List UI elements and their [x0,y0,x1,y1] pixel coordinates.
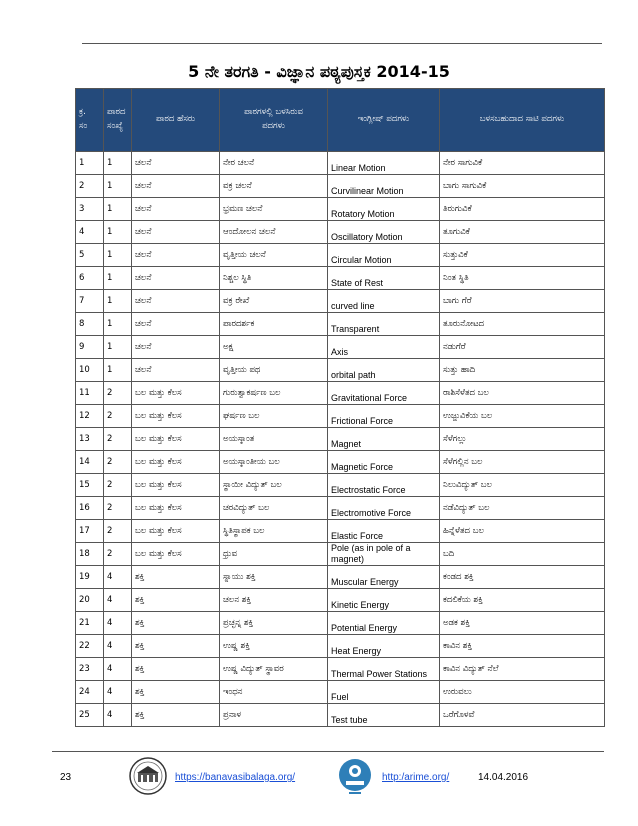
cell-used-word: ಉಷ್ಣ ವಿದ್ಯುತ್ ಸ್ಥಾವರ [220,658,328,681]
header-alternative-words: ಬಳಸಬಹುದಾದ ಸಾಟಿ ಪದಗಳು [440,89,605,152]
cell-lesson-number: 4 [104,566,132,589]
cell-serial: 19 [76,566,104,589]
cell-lesson-number: 2 [104,543,132,566]
header-serial: ಕ್ರ. ಸಂ [76,89,104,152]
cell-english-word: Muscular Energy [328,566,440,589]
cell-alternative-word: ಕಾವಿನ ವಿದ್ಯುತ್ ನೆಲೆ [440,658,605,681]
cell-alternative-word: ಕಂಡದ ಶಕ್ತಿ [440,566,605,589]
cell-alternative-word: ಉರುವಲು [440,681,605,704]
cell-serial: 23 [76,658,104,681]
cell-alternative-word: ಸುತ್ತುವಿಕೆ [440,244,605,267]
table-row [76,543,605,566]
cell-lesson-number: 1 [104,175,132,198]
cell-lesson-name: ಬಲ ಮತ್ತು ಕೆಲಸ [132,428,220,451]
cell-serial: 15 [76,474,104,497]
cell-serial: 5 [76,244,104,267]
arime-logo-icon [335,756,375,796]
cell-lesson-number: 1 [104,359,132,382]
document-date: 14.04.2016 [478,772,529,783]
table-row [76,451,605,474]
cell-alternative-word: ತೂಗುವಿಕೆ [440,221,605,244]
cell-lesson-number: 1 [104,221,132,244]
cell-lesson-name: ಶಕ್ತಿ [132,704,220,727]
cell-lesson-number: 4 [104,704,132,727]
cell-used-word: ವೃತ್ತೀಯ ಚಲನೆ [220,244,328,267]
cell-used-word: ನೇರ ಚಲನೆ [220,152,328,175]
table-row [76,474,605,497]
cell-lesson-number: 2 [104,382,132,405]
cell-english-word: Frictional Force [328,405,440,428]
cell-used-word: ವಕ್ರ ಚಲನೆ [220,175,328,198]
cell-used-word: ಗುರುತ್ವಾಕರ್ಷಣ ಬಲ [220,382,328,405]
cell-english-word: Axis [328,336,440,359]
cell-english-word: Electrostatic Force [328,474,440,497]
cell-used-word: ಘರ್ಷಣ ಬಲ [220,405,328,428]
cell-alternative-word: ತೂರುನೋಟದ [440,313,605,336]
cell-alternative-word: ನೇರ ಸಾಗುವಿಕೆ [440,152,605,175]
cell-lesson-number: 4 [104,658,132,681]
cell-lesson-name: ಶಕ್ತಿ [132,658,220,681]
table-row [76,658,605,681]
arime-link[interactable]: http:/arime.org/ [382,772,450,783]
table-row [76,704,605,727]
table-row [76,681,605,704]
cell-used-word: ಅಯಸ್ಕಾಂತೀಯ ಬಲ [220,451,328,474]
cell-serial: 14 [76,451,104,474]
cell-alternative-word: ಒರೆಗೊಳವೆ [440,704,605,727]
cell-used-word: ಆಂದೋಲನ ಚಲನೆ [220,221,328,244]
cell-alternative-word: ಉಜ್ಜುವಿಕೆಯ ಬಲ [440,405,605,428]
cell-used-word: ಉಷ್ಣ ಶಕ್ತಿ [220,635,328,658]
cell-alternative-word: ನಡುಗೆರೆ [440,336,605,359]
cell-lesson-number: 1 [104,244,132,267]
table-row [76,428,605,451]
cell-english-word: Heat Energy [328,635,440,658]
cell-lesson-number: 2 [104,474,132,497]
table-body [76,152,605,727]
cell-lesson-name: ಬಲ ಮತ್ತು ಕೆಲಸ [132,497,220,520]
table-row [76,152,605,175]
cell-english-word: Kinetic Energy [328,589,440,612]
cell-english-word: Test tube [328,704,440,727]
cell-used-word: ಪ್ರಚ್ಛನ್ನ ಶಕ್ತಿ [220,612,328,635]
cell-serial: 16 [76,497,104,520]
cell-lesson-name: ಚಲನೆ [132,290,220,313]
table-row [76,336,605,359]
cell-used-word: ಧ್ರುವ [220,543,328,566]
cell-used-word: ಇಂಧನ [220,681,328,704]
cell-lesson-number: 4 [104,681,132,704]
cell-alternative-word: ಹಿನ್ನೆಳೆತದ ಬಲ [440,520,605,543]
table-row [76,635,605,658]
cell-english-word: orbital path [328,359,440,382]
cell-serial: 4 [76,221,104,244]
cell-used-word: ಅಯಸ್ಕಾಂತ [220,428,328,451]
cell-used-word: ಚಲನ ಶಕ್ತಿ [220,589,328,612]
cell-used-word: ವಕ್ರ ರೇಖೆ [220,290,328,313]
cell-lesson-name: ಚಲನೆ [132,244,220,267]
cell-lesson-name: ಚಲನೆ [132,221,220,244]
cell-alternative-word: ತಿರುಗುವಿಕೆ [440,198,605,221]
cell-serial: 12 [76,405,104,428]
cell-serial: 1 [76,152,104,175]
cell-used-word: ಚರವಿದ್ಯುತ್ ಬಲ [220,497,328,520]
cell-lesson-number: 4 [104,589,132,612]
table-row [76,244,605,267]
cell-alternative-word: ರಾಶಿಸೆಳೆತದ ಬಲ [440,382,605,405]
cell-lesson-number: 1 [104,290,132,313]
cell-lesson-name: ಚಲನೆ [132,198,220,221]
cell-alternative-word: ಕಾವಿನ ಶಕ್ತಿ [440,635,605,658]
cell-serial: 8 [76,313,104,336]
cell-lesson-number: 1 [104,313,132,336]
cell-lesson-number: 2 [104,520,132,543]
cell-alternative-word: ಸುತ್ತು ಹಾದಿ [440,359,605,382]
cell-english-word: Rotatory Motion [328,198,440,221]
cell-alternative-word: ನಡೆವಿದ್ಯುತ್ ಬಲ [440,497,605,520]
cell-serial: 6 [76,267,104,290]
cell-english-word: Gravitational Force [328,382,440,405]
cell-alternative-word: ಬದಿ [440,543,605,566]
cell-english-word: Curvilinear Motion [328,175,440,198]
cell-used-word: ಸ್ಥಾಯೀ ವಿದ್ಯುತ್ ಬಲ [220,474,328,497]
cell-english-word: Linear Motion [328,152,440,175]
cell-lesson-name: ಚಲನೆ [132,359,220,382]
table-row [76,405,605,428]
table-row [76,267,605,290]
table-row [76,612,605,635]
cell-lesson-number: 2 [104,428,132,451]
table-row [76,382,605,405]
cell-english-word: Electromotive Force [328,497,440,520]
cell-lesson-name: ಚಲನೆ [132,313,220,336]
cell-lesson-name: ಬಲ ಮತ್ತು ಕೆಲಸ [132,474,220,497]
cell-lesson-name: ಚಲನೆ [132,336,220,359]
cell-alternative-word: ಬಾಗು ಗೆರೆ [440,290,605,313]
table-row [76,198,605,221]
cell-serial: 25 [76,704,104,727]
page-number: 23 [60,772,72,783]
cell-alternative-word: ಬಾಗು ಸಾಗುವಿಕೆ [440,175,605,198]
cell-lesson-number: 1 [104,152,132,175]
cell-lesson-name: ಶಕ್ತಿ [132,681,220,704]
cell-serial: 24 [76,681,104,704]
header-english-words: ಇಂಗ್ಲೀಷ್ ಪದಗಳು [328,89,440,152]
cell-used-word: ವೃತ್ತೀಯ ಪಥ [220,359,328,382]
cell-alternative-word: ಸೆಳೆಗಲ್ಲು [440,428,605,451]
header-used-words: ಪಾಠಗಳಲ್ಲಿ ಬಳಸಿರುವ ಪದಗಳು [220,89,328,152]
cell-lesson-number: 2 [104,497,132,520]
cell-lesson-name: ಬಲ ಮತ್ತು ಕೆಲಸ [132,543,220,566]
cell-lesson-name: ಶಕ್ತಿ [132,635,220,658]
table-row [76,221,605,244]
header-lesson-name: ಪಾಠದ ಹೆಸರು [132,89,220,152]
cell-english-word: Transparent [328,313,440,336]
cell-lesson-name: ಬಲ ಮತ್ತು ಕೆಲಸ [132,520,220,543]
footer-rule [52,751,604,752]
cell-used-word: ಪಾರದರ್ಶಕ [220,313,328,336]
cell-english-word: Magnetic Force [328,451,440,474]
cell-english-word: Elastic Force [328,520,440,543]
cell-english-word: Magnet [328,428,440,451]
cell-lesson-name: ಬಲ ಮತ್ತು ಕೆಲಸ [132,451,220,474]
cell-english-word: curved line [328,290,440,313]
cell-serial: 7 [76,290,104,313]
cell-english-word: Fuel [328,681,440,704]
cell-serial: 18 [76,543,104,566]
table-row [76,520,605,543]
cell-serial: 10 [76,359,104,382]
cell-english-word: Thermal Power Stations [328,658,440,681]
cell-lesson-name: ಚಲನೆ [132,152,220,175]
cell-english-word: Circular Motion [328,244,440,267]
header-rule [82,43,602,44]
cell-used-word: ಸ್ನಾಯು ಶಕ್ತಿ [220,566,328,589]
cell-alternative-word: ಕದಲಿಕೆಯ ಶಕ್ತಿ [440,589,605,612]
cell-serial: 20 [76,589,104,612]
cell-lesson-number: 2 [104,405,132,428]
cell-used-word: ಸ್ಥಿತಿಸ್ಥಾಪಕ ಬಲ [220,520,328,543]
table-row [76,566,605,589]
table-row [76,175,605,198]
cell-lesson-name: ಶಕ್ತಿ [132,612,220,635]
header-lesson-number: ಪಾಠದ ಸಂಖ್ಯೆ [104,89,132,152]
cell-used-word: ಭ್ರಮಣ ಚಲನೆ [220,198,328,221]
cell-lesson-name: ಶಕ್ತಿ [132,589,220,612]
table-header-row [76,89,605,152]
cell-lesson-name: ಚಲನೆ [132,267,220,290]
cell-lesson-number: 4 [104,612,132,635]
cell-lesson-number: 4 [104,635,132,658]
table-row [76,313,605,336]
cell-lesson-number: 1 [104,267,132,290]
cell-english-word: Pole (as in pole of a magnet) [328,543,440,566]
cell-alternative-word: ಅಡಕ ಶಕ್ತಿ [440,612,605,635]
cell-english-word: Oscillatory Motion [328,221,440,244]
cell-lesson-number: 1 [104,336,132,359]
cell-lesson-name: ಶಕ್ತಿ [132,566,220,589]
cell-lesson-name: ಚಲನೆ [132,175,220,198]
table-row [76,290,605,313]
cell-serial: 21 [76,612,104,635]
cell-alternative-word: ನಿಂತ ಸ್ಥಿತಿ [440,267,605,290]
cell-serial: 11 [76,382,104,405]
cell-english-word: State of Rest [328,267,440,290]
table-row [76,359,605,382]
page-title: 5 ನೇ ತರಗತಿ - ವಿಜ್ಞಾನ ಪಠ್ಯಪುಸ್ತಕ 2014-15 [188,62,450,81]
cell-english-word: Potential Energy [328,612,440,635]
cell-serial: 2 [76,175,104,198]
table-row [76,497,605,520]
vocabulary-table [75,88,605,727]
cell-alternative-word: ಸೆಳೆಗಲ್ಲಿನ ಬಲ [440,451,605,474]
cell-alternative-word: ನಿಲುವಿದ್ಯುತ್ ಬಲ [440,474,605,497]
cell-used-word: ನಿಶ್ಚಲ ಸ್ಥಿತಿ [220,267,328,290]
cell-lesson-name: ಬಲ ಮತ್ತು ಕೆಲಸ [132,405,220,428]
cell-serial: 22 [76,635,104,658]
banavasi-balaga-link[interactable]: https://banavasibalaga.org/ [175,772,296,783]
cell-serial: 17 [76,520,104,543]
banavasi-balaga-logo-icon [128,756,168,796]
cell-lesson-number: 1 [104,198,132,221]
table-row [76,589,605,612]
cell-used-word: ಪ್ರನಾಳ [220,704,328,727]
cell-lesson-number: 2 [104,451,132,474]
cell-used-word: ಅಕ್ಷ [220,336,328,359]
cell-serial: 13 [76,428,104,451]
cell-lesson-name: ಬಲ ಮತ್ತು ಕೆಲಸ [132,382,220,405]
cell-serial: 9 [76,336,104,359]
cell-serial: 3 [76,198,104,221]
